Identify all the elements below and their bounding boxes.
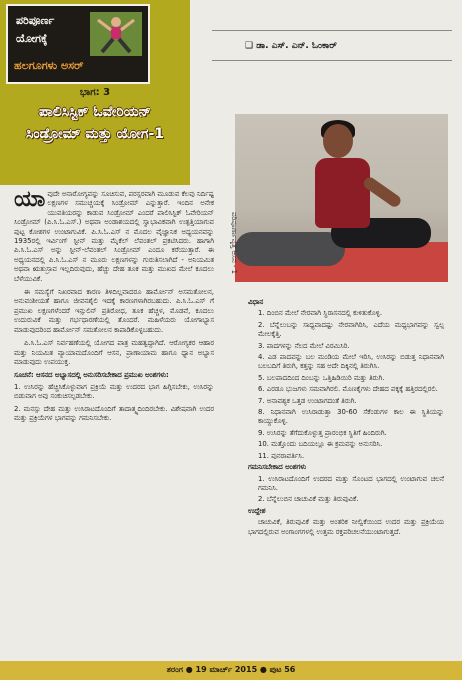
author-byline: ❑ ಡಾ. ಎಸ್. ಎನ್. ಓಂಕಾರ್ [245,41,337,51]
method-step: 8. ನಿಧಾನವಾಗಿ ಉಸಿರಾಡುತ್ತಾ 30-60 ಸೆಕೆಂಡುಗಳ ಕಾಲ ಈ ಸ್ಥಿತಿಯನ್ನು ಕಾಯ್ದುಕೊಳ್ಳಿ. [258,408,444,426]
photo-caption [226,212,240,322]
method-step: 11. ಪುನರಾವರ್ತಿಸಿ. [258,451,305,460]
right-text-column [248,296,444,541]
method-step: 3. ಪಾದಗಳನ್ನು ನೆಲದ ಮೇಲೆ ವಿರಮಿಸಿರಿ. [258,341,350,350]
logo-line-3: ಹಲಗೂಗಳು ಅಸರ್ [14,59,84,72]
paragraph-2: ಈ ಸಮಸ್ಯೆಗೆ ನಿಖರವಾದ ಕಾರಣ ತಿಳಿದಿಲ್ಲವಾದರೂ ಹಾರ್ಮೋನ್ ಅಸಮತೋಲನ, ಅನುವಂಶೀಯತೆ ಹಾಗೂ ಜೀವನಶೈಲಿ ಇದಕ್ಕೆ ಕಾರಣಗಳಾಗಿರಬಹುದು. ಪಿ.ಸಿ.ಓ.ಎಸ್ ಗೆ ಪ್ರಮುಖ ಲಕ್ಷಣಗಳೆಂದರೆ ಇನ್ಸುಲಿನ್ ಪ್ರತಿರೋಧ, ತೂಕ ಹೆಚ್ಚಳ, ಮೊಡವೆ, ಕೂದಲು ಉದುರುವಿಕೆ ಮತ್ತು ಗರ್ಭಧಾರಣೆಯಲ್ಲಿ ತೊಂದರೆ. ಮಹಿಳೆಯರು ಯೋಗಾಭ್ಯಾಸ ಮಾಡುವುದರಿಂದ ಹಾರ್ಮೋನ್ ಸಮತೋಲನ ಕಾಪಾಡಿಕೊಳ್ಳಬಹುದು. [14,288,214,334]
divider [212,60,452,61]
article-title-line-2: ಸಿಂಡ್ರೋಮ್ ಮತ್ತು ಯೋಗ-1 [26,126,164,142]
attention-item: 2. ಬೆನ್ನೆಲುಬಿನ ಚಾಚುವಿಕೆ ಮತ್ತು ತಿರುವುವಿಕೆ. [258,495,359,504]
method-step: 1. ದಿಂಬಿನ ಮೇಲೆ ನೇರವಾಗಿ ಸ್ಥಿರಾಸನದಲ್ಲಿ ಕುಳಿತುಕೊಳ್ಳಿ. [258,309,383,318]
figure-torso [315,158,370,228]
attention-item: 1. ಉಸಿರಾಟದೊಂದಿಗೆ ಉದರದ ಮತ್ತು ಸೊಂಟದ ಭಾಗದಲ್ಲಿ ಉಂಟಾಗುವ ಚಲನೆ ಗಮನಿಸಿ. [258,474,444,492]
figure-head [323,124,353,158]
method-step: 4. ಎಡ ಪಾದವನ್ನು ಬಲ ಮಂಡಿಯ ಮೇಲೆ ಇರಿಸಿ, ಉಸಿರನ್ನು ಬಿಡುತ್ತ ನಿಧಾನವಾಗಿ ಬಲಬದಿಗೆ ತಿರುಗಿ, ಕತ್ತನ್ನು ಸಹ ಅದೇ ದಿಕ್ಕಿನಲ್ಲಿ ತಿರುಗಿಸಿ. [258,353,444,371]
method-step: 2. ಬೆನ್ನೆಲುಬನ್ನು ಸಾಧ್ಯವಾದಷ್ಟು ನೇರವಾಗಿರಿಸಿ, ಎದೆಯ ಮಧ್ಯಭಾಗವನ್ನು ಸ್ವಲ್ಪ ಮೇಲಕ್ಕೆತ್ತಿ. [258,320,444,339]
note-item-2: 2. ಮನಸ್ಸು ದೇಹ ಮತ್ತು ಉಸಿರಾಟದೊಂದಿಗೆ ತಾದಾತ್ಮ್ಯದಿಂದಿರಬೇಕು. ವಿಶೇಷವಾಗಿ ಉದರ ಮತ್ತು ಪ್ರಕ್ರಿಯೆಗಳ ಭಾಗವನ್ನು ಗಮನಿಸಬೇಕು. [14,404,214,422]
article-header-block [0,0,190,185]
yoga-figure-icon [90,12,142,56]
method-step: 10. ಮತ್ತೊಂದು ಬದಿಯಲ್ಲೂ ಈ ಕ್ರಮವನ್ನು ಅನುಸರಿಸಿ. [258,440,383,449]
method-step: 5. ಬಲಪಾದದಿಂದ ದಿಂಬನ್ನು ಒತ್ತಿಹಿಡಿಯಿರಿ ಮತ್ತು ತಿರುಗಿ. [258,373,385,382]
left-text-column [14,187,214,426]
part-label: ಭಾಗ: 3 [79,87,111,98]
drop-cap: ಯಾ [14,187,46,212]
article-title-line-1: ಪಾಲಿಸಿಸ್ಟಿಕ್ ಓವೇರಿಯನ್ [38,104,152,120]
paragraph-3: ಪಿ.ಸಿ.ಓ.ಎಸ್ ನಿರ್ವಹಣೆಯಲ್ಲಿ ಯೋಗದ ಪಾತ್ರ ಮಹತ್ವದ್ದಾಗಿದೆ. ಆರೋಗ್ಯಕರ ಆಹಾರ ಮತ್ತು ನಿಯಮಿತ ವ್ಯಾಯಾಮದೊಂದಿಗೆ ಆಸನ, ಪ್ರಾಣಾಯಾಮ ಹಾಗೂ ಧ್ಯಾನ ಅಭ್ಯಾಸ ಮಾಡುವುದು ಉಪಯುಕ್ತ. [14,339,214,366]
series-logo [6,4,150,84]
benefits-text: ಚಾಚುವಿಕೆ, ತಿರುವುವಿಕೆ ಮತ್ತು ಅಂತರಿಕ ನೀಲ್ವಿಕೆಯಿಂದ ಉದರ ಮತ್ತು ಪ್ರಕ್ರಿಯೆಯ ಭಾಗದಲ್ಲಿರುವ ಅಂಗಾಂಗಗಳಲ್ಲಿ ಉತ್ತಮ ರಕ್ತಪರಿಚಲನೆಯುಂಟಾಗುತ್ತದೆ. [248,518,444,536]
yoga-pose-photo [235,114,448,282]
logo-line-2: ಯೋಗಕ್ಕೆ [16,32,48,45]
method-heading: ವಿಧಾನ [248,298,264,306]
note-item-1: 1. ಉಸಿರನ್ನು ಹೆಚ್ಚಿಸಿಕೊಳ್ಳುವಾಗ ಪ್ರಕ್ರಿಯೆ ಮತ್ತು ಉದರದ ಭಾಗ ಹಿಗ್ಗಿಸಬೇಕು, ಉಸಿರನ್ನು ಬಿಡುವಾಗ ಅವು ಸಂಕುಚಿಸಲ್ಪಡಬೇಕು. [14,382,214,401]
logo-line-1: ಪರಿಪೂರ್ಣ [16,14,55,27]
method-step: 7. ಅನಾವಶ್ಯಕ ಒತ್ತಡ ಉಂಟಾಗದಂತೆ ತಿರುಗಿ. [258,396,357,405]
notes-subheading: ಸೂಚನೆ: ಆಸನದ ಅಭ್ಯಾಸದಲ್ಲಿ ಅನುಸರಿಸಬೇಕಾದ ಪ್ರಮುಖ ಅಂಶಗಳು: [14,371,169,380]
bolster [235,232,345,266]
paragraph-1-text: ವುದೇ ಅನಾರೋಗ್ಯವನ್ನು ಸೂಚಿಸುವ, ಪರಸ್ಪರವಾಗಿ ಮೂಡುವ ಕೆಲವು ನಿರ್ದಿಷ್ಟ ಲಕ್ಷಣಗಳ ಸಮುಚ್ಚಯಕ್ಕೆ ಸಿಂಡ್ರೋಮ್ ಎನ್ನುತ್ತಾರೆ. ಇಂದಿನ ಅನೇಕ ಯುವತಿಯರನ್ನು ಕಾಡುವ ಸಿಂಡ್ರೋಮ್ ಎಂದರೆ ಪಾಲಿಸಿಸ್ಟಿಕ್ ಓವೇರಿಯನ್ ಸಿಂಡ್ರೋಮ್ (ಪಿ.ಸಿ.ಓ.ಎಸ್.) ಅಥವಾ ಅಂಡಾಶಯದಲ್ಲಿ ಸ್ವಾಭಾವಿಕವಾಗಿ ಉತ್ಪತ್ತಿಯಾಗುವ ಪುಟ್ಟ ಕೋಶಗಳ ಉಂಟಾಗುವಿಕೆ. ಪಿ.ಸಿ.ಓ.ಎಸ್ ನ ಮೊದಲ ವೈಜ್ಞಾನಿಕ ಅಧ್ಯಯನವನ್ನು 1935ರಲ್ಲಿ ಇರ್ವಿಂಗ್ ಸ್ಟೀನ್ ಮತ್ತು ಮೈಕೆಲ್ ಲೆವಂತಲ್ ಪ್ರಕಟಿಸಿದರು. ಹಾಗಾಗಿ ಪಿ.ಸಿ.ಓ.ಎಸ್ ಅನ್ನು ಸ್ಟೀನ್-ಲೆವಂತಲ್ ಸಿಂಡ್ರೋಮ್ ಎಂದೂ ಕರೆಯುತ್ತಾರೆ. ಈ ಅಧ್ಯಯನದಲ್ಲಿ ಪಿ.ಸಿ.ಓ.ಎಸ್ ನ ಮೂರು ಲಕ್ಷಣಗಳನ್ನು ಗುರುತಿಸಲಾಗಿದೆ - ಅನಿಯಮಿತ ಅಥವಾ ಋತುಸ್ರಾವ ಇಲ್ಲದಿರುವುದು, ಹೆಚ್ಚು ದೇಹ ತೂಕ ಮತ್ತು ಮುಖದ ಮೇಲೆ ಕೂದಲು ಬೆಳೆಯುವಿಕೆ. [14,190,214,283]
divider [212,30,452,31]
footer-text: ತರಂಗ ● 19 ಮಾರ್ಚ್ 2015 ● ಪುಟ 56 [166,665,296,674]
method-step: 6. ಎರಡೂ ಭುಜಗಳು ಸಮವಾಗಿರಲಿ. ಮೊಣಕೈಗಳು ದೇಹದ ಪಕ್ಕಕ್ಕೆ ಹತ್ತಿರದಲ್ಲಿರಲಿ. [258,385,438,394]
method-step: 9. ಉಸಿರನ್ನು ತೆಗೆದುಕೊಳ್ಳುತ್ತ ಪ್ರಾರಂಭಿಕ ಸ್ಥಿತಿಗೆ ಹಿಂದಿರುಗಿ. [258,428,387,437]
attention-heading: ಗಮನಿಸಬೇಕಾದ ಅಂಶಗಳು [248,463,307,472]
intro-paragraph [14,187,214,284]
photo-caption-text: ಪರಿಪೂರ್ಣಾವೃತ್ತ ಆಸನ - 1 [230,212,238,275]
page-footer [0,661,462,680]
benefits-heading: ಉದ್ದೇಶ [248,506,266,515]
